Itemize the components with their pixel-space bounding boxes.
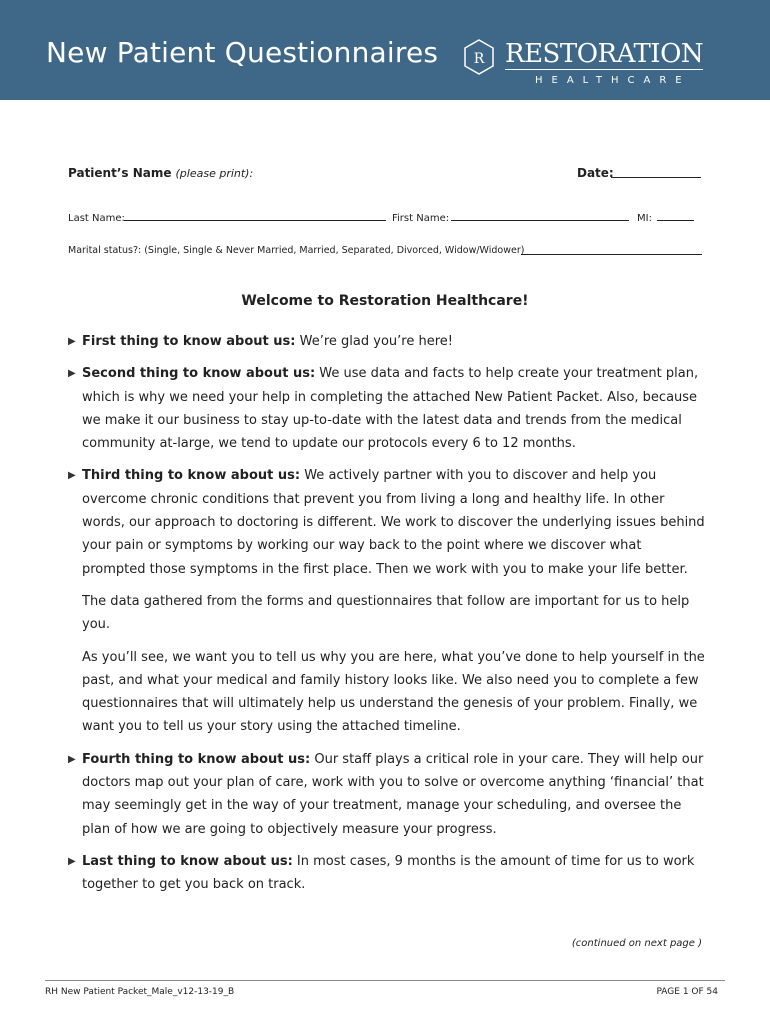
marital-status-field-line[interactable] [521,254,702,255]
list-item [68,362,708,455]
last-name-field-line[interactable] [124,220,386,221]
list-item [68,850,708,897]
footer-document-id: RH New Patient Packet_Male_v12-13-19_B [45,987,235,997]
triangle-right-icon: ▶ [68,368,76,380]
main-content [68,330,708,906]
mi-field-line[interactable] [657,220,694,221]
triangle-right-icon: ▶ [68,753,76,765]
triangle-right-icon: ▶ [68,470,76,482]
date-label: Date: [577,166,614,180]
logo-name: RESTORATION [505,39,704,69]
page-header [0,0,770,100]
patient-name-label [68,166,253,180]
first-name-field-line[interactable] [451,220,629,221]
last-name-label: Last Name: [68,213,125,224]
first-name-label: First Name: [392,213,450,224]
logo-mark-icon [463,39,495,75]
logo-subtitle: HEALTHCARE [535,75,691,86]
item-text: We actively partner with you to discover and help you overcome chronic conditions that prevent you from living a long and healthy life. In other words, our approach to doctoring is different. We work to discover the underlying issues behind your pain or symptoms by working our way back to the point where we discover what prompted those symptoms in the first place. Then we work with you to make your life better. [82,468,705,577]
item-text: We’re glad you’re here! [299,334,453,349]
marital-status-label: Marital status?: (Single, Single & Never Married, Married, Separated, Divorced, Widow/Widower) [68,245,525,256]
patient-name-note: (please print): [175,167,254,180]
patient-name-label-text: Patient’s Name [68,166,172,180]
triangle-right-icon: ▶ [68,336,76,347]
welcome-heading: Welcome to Restoration Healthcare! [241,293,529,309]
item-title: Third thing to know about us: [82,468,301,484]
date-field-line[interactable] [611,177,701,178]
continued-note: (continued on next page ) [571,938,702,949]
paragraph: As you’ll see, we want you to tell us why you are here, what you’ve done to help yourself in the past, and what your medical and family history looks like. We also need you to complete a few questionnaires that will ultimately help us understand the genesis of your problem. Finally, we want you to tell us your story using the attached timeline. [82,649,705,735]
item-title: Last thing to know about us: [82,853,293,869]
list-item [68,748,708,841]
footer-page-number: PAGE 1 OF 54 [656,987,718,997]
item-title: Fourth thing to know about us: [82,751,311,767]
paragraph: The data gathered from the forms and questionnaires that follow are important for us to help you. [82,593,690,633]
item-text: In most cases, 9 months is the amount of time for us to work together to get you back on track. [82,853,695,893]
logo-mark-letter: R [473,51,485,67]
triangle-right-icon: ▶ [68,855,76,867]
list-item [68,330,708,353]
mi-label: MI: [637,213,652,224]
item-title: Second thing to know about us: [82,366,316,382]
list-item [68,464,708,580]
restoration-logo [463,37,708,87]
item-title: First thing to know about us: [82,334,296,349]
page-title: New Patient Questionnaires [46,36,439,69]
item-text: Our staff plays a critical role in your care. They will help our doctors map out your plan of care, work with you to solve or overcome anything ‘financial’ that may seemingly get in the way of your treatment, manage your scheduling, and oversee the plan of how we are going to objectively measure your progress. [82,751,704,837]
footer-divider [45,980,725,981]
item-text: We use data and facts to help create your treatment plan, which is why we need your help in completing the attached New Patient Packet. Also, because we make it our business to stay up-to-date with the latest data and trends from the medical community at-large, we tend to update our protocols every 6 to 12 months. [82,366,699,452]
